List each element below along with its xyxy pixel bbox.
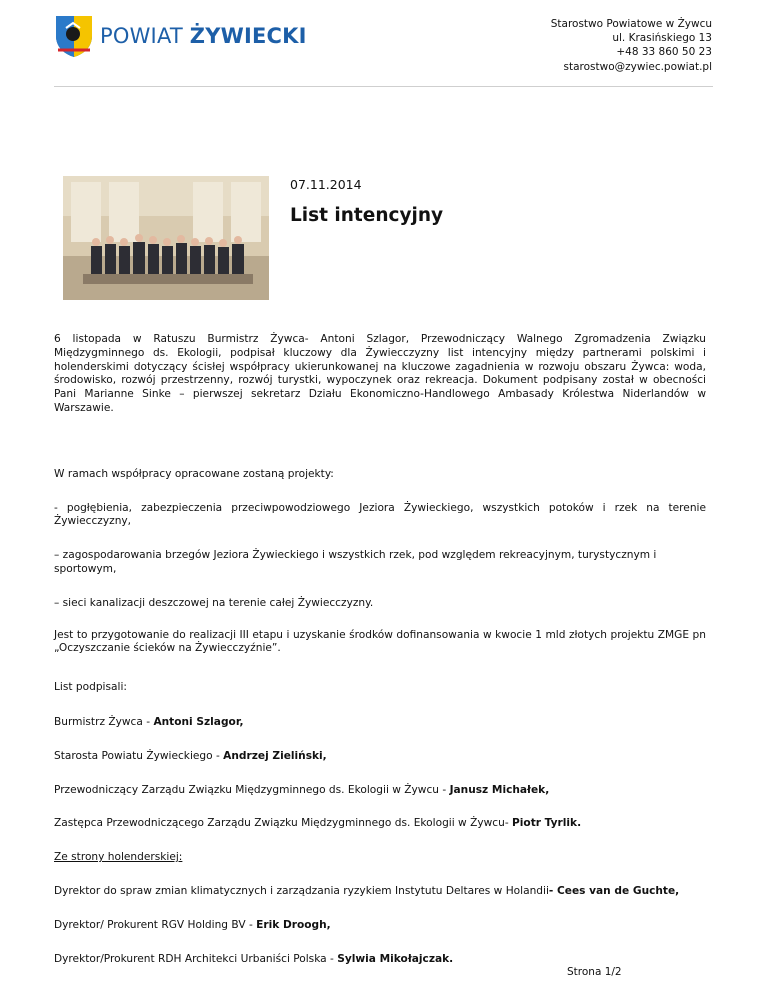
dutch-side-label: Ze strony holenderskiej: bbox=[54, 851, 183, 864]
logo-wordmark bbox=[100, 24, 307, 48]
logo-text-bold: ŻYWIECKI bbox=[189, 24, 307, 48]
signatory-name: Erik Droogh, bbox=[256, 918, 331, 931]
signatory-line bbox=[54, 750, 706, 764]
dutch-signatory-line bbox=[54, 919, 706, 933]
intro-paragraph: 6 listopada w Ratuszu Burmistrz Żywca- Antoni Szlagor, Przewodniczący Walnego Zgromadzenia Związku Międzygminnego ds. Ekologii, podpisał kluczowy dla Żywiecczyzny list intencyjny między partnerami polskimi i holenderskimi dotyczący ścisłej współpracy ukierunkowanej na kluczowe zagadnienia w rozwoju obszaru Żywca: woda, środowisko, rozwój przestrzenny, rozwój turystki, wypoczynek oraz rekreacja. Dokument podpisany został w obecności Pani Marianne Sinke – pierwszej sekretarz Działu Ekonomiczno-Handlowego Ambasady Królestwa Niderlandów w Warszawie. bbox=[54, 333, 706, 414]
signatory-line bbox=[54, 784, 706, 798]
contact-office: Starostwo Powiatowe w Żywcu bbox=[550, 18, 712, 30]
stage-paragraph: Jest to przygotowanie do realizacji III etapu i uzyskanie środków dofinansowania w kwocie 1 mld złotych projektu ZMGE pn „Oczyszczanie ścieków na Żywiecczyźnie”. bbox=[54, 628, 706, 655]
contact-block bbox=[551, 17, 712, 74]
signatory-role: Dyrektor do spraw zmian klimatycznych i zarządzania ryzykiem Instytutu Deltares w Holandii bbox=[54, 884, 549, 897]
signatory-role: Dyrektor/Prokurent RDH Architekci Urbaniści Polska - bbox=[54, 952, 338, 965]
project-item-3: – sieci kanalizacji deszczowej na terenie całej Żywiecczyzny. bbox=[54, 596, 374, 609]
dutch-signatory-line bbox=[54, 885, 706, 899]
contact-address: ul. Krasińskiego 13 bbox=[612, 32, 712, 45]
coat-of-arms-icon bbox=[54, 14, 94, 58]
signatory-role: Burmistrz Żywca - bbox=[54, 715, 154, 728]
powiat-logo[interactable] bbox=[54, 14, 307, 58]
signatory-line bbox=[54, 817, 706, 831]
contact-email[interactable]: starostwo@zywiec.powiat.pl bbox=[563, 60, 712, 73]
logo-text-regular: POWIAT bbox=[100, 24, 190, 48]
signatory-role: Zastępca Przewodniczącego Zarządu Związku Międzygminnego ds. Ekologii w Żywcu- bbox=[54, 817, 513, 830]
signatory-line bbox=[54, 716, 706, 730]
page-number: Strona 1/2 bbox=[567, 966, 622, 978]
contact-phone[interactable]: +48 33 860 50 23 bbox=[616, 46, 712, 59]
dutch-signatory-line bbox=[54, 953, 706, 967]
signatory-name: Andrzej Zieliński, bbox=[223, 749, 327, 762]
signatory-role: Dyrektor/ Prokurent RGV Holding BV - bbox=[54, 918, 257, 931]
signatory-name: Piotr Tyrlik. bbox=[512, 817, 582, 830]
signed-label: List podpisali: bbox=[54, 681, 127, 694]
signatory-name: Antoni Szlagor, bbox=[153, 715, 244, 728]
article-photo bbox=[63, 176, 269, 300]
page-header bbox=[0, 0, 768, 90]
project-item-2: – zagospodarowania brzegów Jeziora Żywieckiego i wszystkich rzek, pod względem rekreacyjnym, turystycznym i sportowym, bbox=[54, 549, 657, 575]
project-item-1: - pogłębienia, zabezpieczenia przeciwpowodziowego Jeziora Żywieckiego, wszystkich potoków i rzek na terenie Żywiecczyzny, bbox=[54, 501, 706, 528]
article-date: 07.11.2014 bbox=[290, 177, 362, 192]
signatory-name: - Cees van de Guchte, bbox=[548, 884, 680, 897]
signatory-name: Sylwia Mikołajczak. bbox=[337, 952, 454, 965]
signatory-role: Przewodniczący Zarządu Związku Międzygminnego ds. Ekologii w Żywcu - bbox=[54, 783, 450, 796]
signatory-name: Janusz Michałek, bbox=[449, 783, 550, 796]
article-title: List intencyjny bbox=[290, 205, 444, 226]
header-divider bbox=[54, 86, 713, 87]
article-body bbox=[54, 333, 706, 966]
signatory-role: Starosta Powiatu Żywieckiego - bbox=[54, 749, 224, 762]
projects-intro: W ramach współpracy opracowane zostaną projekty: bbox=[54, 467, 334, 480]
